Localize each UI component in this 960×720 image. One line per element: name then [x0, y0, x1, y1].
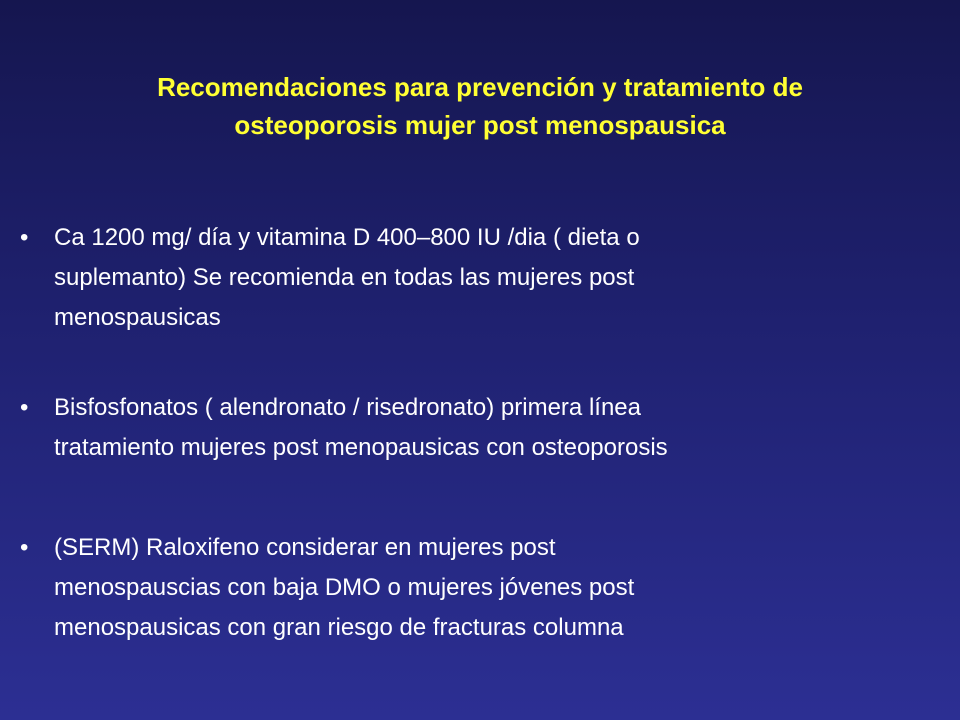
bullet-line: Ca 1200 mg/ día y vitamina D 400–800 IU /dia ( dieta o	[54, 224, 640, 251]
bullet-line: tratamiento mujeres post menopausicas con osteoporosis	[54, 434, 668, 461]
bullet-marker: •	[20, 534, 29, 561]
slide-title	[40, 68, 920, 144]
bullet-line: Bisfosfonatos ( alendronato / risedronato) primera línea	[54, 394, 641, 421]
bullet-line: menospausicas	[54, 304, 221, 331]
bullet-marker: •	[20, 224, 29, 251]
bullet-marker: •	[20, 394, 29, 421]
bullet-item-bisphosphonates	[18, 388, 918, 528]
bullet-item-serm-raloxifene	[18, 528, 918, 648]
slide-title-line-2: osteoporosis mujer post menospausica	[234, 110, 726, 140]
bullet-line: menospausicas con gran riesgo de fracturas columna	[54, 614, 624, 641]
bullet-line: menospauscias con baja DMO o mujeres jóvenes post	[54, 574, 635, 601]
bullet-line: suplemanto) Se recomienda en todas las mujeres post	[54, 264, 635, 291]
bullet-list	[18, 218, 918, 648]
bullet-item-calcium-vitamin-d	[18, 218, 918, 388]
slide-title-line-1: Recomendaciones para prevención y tratamiento de	[157, 72, 803, 102]
bullet-line: (SERM) Raloxifeno considerar en mujeres post	[54, 534, 556, 561]
